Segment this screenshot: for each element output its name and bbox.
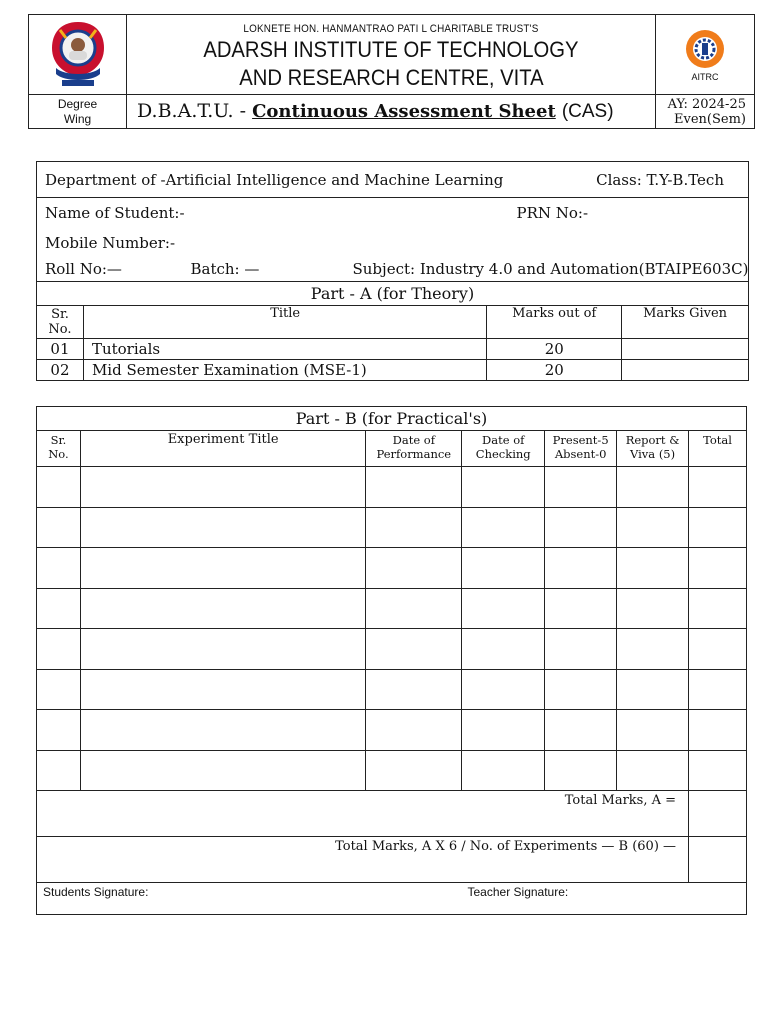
department-row bbox=[37, 162, 749, 198]
sr-header bbox=[37, 306, 84, 339]
table-row bbox=[37, 588, 747, 629]
attendance-cell[interactable] bbox=[545, 750, 617, 791]
row-title: Tutorials bbox=[83, 339, 486, 360]
row-sr: 02 bbox=[37, 360, 84, 381]
report-viva-line2: Viva (5) bbox=[630, 447, 676, 461]
mobile-row bbox=[37, 228, 749, 258]
student-name-label: Name of Student:- bbox=[45, 203, 185, 222]
sr-cell[interactable] bbox=[37, 669, 81, 710]
table-row bbox=[37, 750, 747, 791]
table-row bbox=[37, 360, 749, 381]
aitrc-logo-icon bbox=[680, 28, 730, 70]
academic-year-cell bbox=[656, 95, 755, 129]
signature-row bbox=[37, 883, 747, 915]
report-viva-cell[interactable] bbox=[617, 548, 689, 589]
report-viva-line1: Report & bbox=[625, 433, 680, 447]
experiment-title-cell[interactable] bbox=[80, 467, 365, 508]
experiment-title-cell[interactable] bbox=[80, 548, 365, 589]
academic-year: AY: 2024-25 bbox=[667, 96, 746, 112]
row-marks-given[interactable] bbox=[622, 339, 749, 360]
attendance-cell[interactable] bbox=[545, 467, 617, 508]
experiment-title-cell[interactable] bbox=[80, 710, 365, 751]
experiment-title-cell[interactable] bbox=[80, 507, 365, 548]
date-checking-cell[interactable] bbox=[462, 507, 545, 548]
sr-header bbox=[37, 431, 81, 467]
attendance-header bbox=[545, 431, 617, 467]
sr-cell[interactable] bbox=[37, 507, 81, 548]
sr-header-line1: Sr. bbox=[51, 307, 69, 322]
sr-cell[interactable] bbox=[37, 629, 81, 670]
wing-line1: Degree bbox=[57, 96, 98, 111]
attendance-cell[interactable] bbox=[545, 588, 617, 629]
table-row bbox=[37, 467, 747, 508]
report-viva-cell[interactable] bbox=[617, 467, 689, 508]
total-cell[interactable] bbox=[689, 588, 747, 629]
report-viva-header bbox=[617, 431, 689, 467]
date-performance-header bbox=[366, 431, 462, 467]
batch-label: Batch: — bbox=[190, 260, 260, 279]
wing-line2: Wing bbox=[63, 111, 92, 126]
sr-cell[interactable] bbox=[37, 710, 81, 751]
row-marks: 20 bbox=[487, 360, 622, 381]
dop-line2: Performance bbox=[376, 447, 452, 461]
date-performance-cell[interactable] bbox=[366, 629, 462, 670]
sr-header-line1: Sr. bbox=[50, 433, 67, 447]
roll-batch-row bbox=[37, 258, 749, 282]
sr-cell[interactable] bbox=[37, 467, 81, 508]
report-viva-cell[interactable] bbox=[617, 588, 689, 629]
header-table bbox=[28, 14, 755, 129]
student-signature-label: Students Signature: bbox=[43, 885, 149, 899]
total-cell[interactable] bbox=[689, 710, 747, 751]
row-title: Mid Semester Examination (MSE-1) bbox=[83, 360, 486, 381]
table-row bbox=[37, 629, 747, 670]
date-performance-cell[interactable] bbox=[366, 548, 462, 589]
total-a-label: Total Marks, A = bbox=[37, 791, 689, 837]
total-cell[interactable] bbox=[689, 467, 747, 508]
institute-logo-icon bbox=[40, 18, 116, 92]
marks-given-header: Marks Given bbox=[622, 306, 749, 339]
report-viva-cell[interactable] bbox=[617, 669, 689, 710]
date-performance-cell[interactable] bbox=[366, 669, 462, 710]
total-b-value[interactable] bbox=[689, 837, 747, 883]
row-marks-given[interactable] bbox=[622, 360, 749, 381]
report-viva-cell[interactable] bbox=[617, 507, 689, 548]
part-a-table bbox=[36, 161, 749, 381]
date-performance-cell[interactable] bbox=[366, 467, 462, 508]
prn-label: PRN No:- bbox=[516, 203, 589, 222]
experiment-title-cell[interactable] bbox=[80, 588, 365, 629]
row-sr: 01 bbox=[37, 339, 84, 360]
attendance-cell[interactable] bbox=[545, 710, 617, 751]
table-row bbox=[37, 507, 747, 548]
total-cell[interactable] bbox=[689, 629, 747, 670]
total-cell[interactable] bbox=[689, 669, 747, 710]
date-checking-cell[interactable] bbox=[462, 548, 545, 589]
total-cell[interactable] bbox=[689, 507, 747, 548]
wing-cell bbox=[29, 95, 127, 129]
date-checking-cell[interactable] bbox=[462, 629, 545, 670]
sheet-abbr: (CAS) bbox=[561, 101, 614, 122]
sheet-title: Continuous Assessment Sheet bbox=[252, 101, 556, 122]
attendance-cell[interactable] bbox=[545, 548, 617, 589]
total-cell[interactable] bbox=[689, 750, 747, 791]
sr-cell[interactable] bbox=[37, 548, 81, 589]
attendance-line1: Present-5 bbox=[552, 433, 609, 447]
date-performance-cell[interactable] bbox=[366, 750, 462, 791]
total-cell[interactable] bbox=[689, 548, 747, 589]
table-row bbox=[37, 669, 747, 710]
sr-header-line2: No. bbox=[48, 322, 72, 337]
experiment-title-header: Experiment Title bbox=[80, 431, 365, 467]
date-performance-cell[interactable] bbox=[366, 710, 462, 751]
mobile-label: Mobile Number:- bbox=[45, 233, 176, 252]
sr-cell[interactable] bbox=[37, 588, 81, 629]
doc-line1: Date of bbox=[482, 433, 525, 447]
date-performance-cell[interactable] bbox=[366, 588, 462, 629]
date-checking-cell[interactable] bbox=[462, 588, 545, 629]
attendance-cell[interactable] bbox=[545, 507, 617, 548]
total-b-label: Total Marks, A X 6 / No. of Experiments — B (60) — bbox=[37, 837, 689, 883]
total-a-value[interactable] bbox=[689, 791, 747, 837]
report-viva-cell[interactable] bbox=[617, 629, 689, 670]
part-b-title: Part - B (for Practical's) bbox=[37, 407, 747, 431]
institute-name-line1: ADARSH INSTITUTE OF TECHNOLOGY bbox=[203, 37, 579, 62]
row-marks: 20 bbox=[487, 339, 622, 360]
report-viva-cell[interactable] bbox=[617, 710, 689, 751]
date-checking-header bbox=[462, 431, 545, 467]
university-prefix: D.B.A.T.U. - bbox=[137, 100, 247, 122]
date-checking-cell[interactable] bbox=[462, 750, 545, 791]
part-a-title: Part - A (for Theory) bbox=[37, 282, 749, 306]
dop-line1: Date of bbox=[392, 433, 435, 447]
total-header: Total bbox=[689, 431, 747, 467]
attendance-line2: Absent-0 bbox=[554, 447, 607, 461]
marks-out-header: Marks out of bbox=[487, 306, 622, 339]
date-checking-cell[interactable] bbox=[462, 710, 545, 751]
class-label: Class: T.Y-B.Tech bbox=[596, 170, 724, 189]
attendance-cell[interactable] bbox=[545, 629, 617, 670]
date-checking-cell[interactable] bbox=[462, 669, 545, 710]
semester: Even(Sem) bbox=[674, 111, 746, 127]
roll-label: Roll No:— bbox=[45, 260, 122, 279]
institute-title-cell bbox=[127, 15, 656, 95]
sheet-title-cell bbox=[127, 95, 656, 129]
experiment-title-cell[interactable] bbox=[80, 669, 365, 710]
institute-logo-cell bbox=[29, 15, 127, 95]
report-viva-cell[interactable] bbox=[617, 750, 689, 791]
sr-cell[interactable] bbox=[37, 750, 81, 791]
date-performance-cell[interactable] bbox=[366, 507, 462, 548]
doc-line2: Checking bbox=[475, 447, 531, 461]
experiment-rows bbox=[37, 467, 747, 791]
title-header: Title bbox=[83, 306, 486, 339]
student-name-row bbox=[37, 198, 749, 228]
trust-name: LOKNETE HON. HANMANTRAO PATI L CHARITABLE TRUST'S bbox=[243, 23, 539, 35]
table-row bbox=[37, 548, 747, 589]
attendance-cell[interactable] bbox=[545, 669, 617, 710]
experiment-title-cell[interactable] bbox=[80, 750, 365, 791]
date-checking-cell[interactable] bbox=[462, 467, 545, 508]
aitrc-caption: AITRC bbox=[691, 71, 719, 82]
teacher-signature-label: Teacher Signature: bbox=[467, 885, 569, 899]
table-row bbox=[37, 339, 749, 360]
table-row bbox=[37, 710, 747, 751]
institute-name-line2: AND RESEARCH CENTRE, VITA bbox=[238, 65, 544, 90]
right-logo-cell bbox=[656, 15, 755, 95]
part-b-table bbox=[36, 406, 747, 915]
subject-label: Subject: Industry 4.0 and Automation(BTAIPE603C) bbox=[352, 260, 749, 279]
experiment-title-cell[interactable] bbox=[80, 629, 365, 670]
department-label: Department of -Artificial Intelligence and Machine Learning bbox=[45, 170, 504, 189]
sr-header-line2: No. bbox=[48, 447, 69, 461]
